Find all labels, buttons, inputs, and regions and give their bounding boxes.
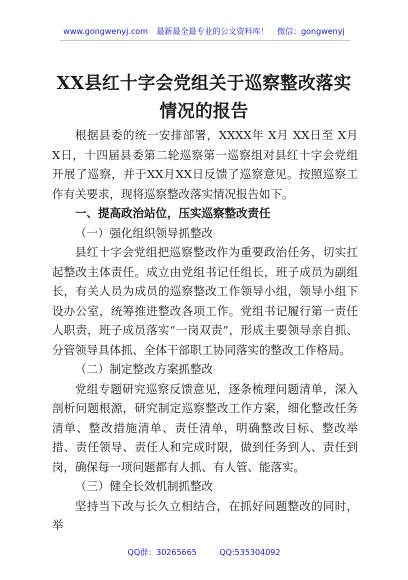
subheading-1: （一）强化组织领导抓整改 <box>75 225 213 240</box>
document-body <box>52 126 358 536</box>
page-footer <box>0 547 408 558</box>
subheading-2: （二）制定整改方案抓整改 <box>75 362 213 376</box>
paragraph-2: 党组专题研究巡察反馈意见，逐条梳理问题清单，深入剖析问题根源，研究制定巡察整改工作方案，细化整改任务清单、整改措施清单、责任清单，明确整改目标、整改举措、责任领导、责任人和完成时限，做到任务到人、责任到岗，确保每一项问题都有人抓、有人管、能落实。 <box>52 381 358 474</box>
document-title: XX县红十字会党组关于巡察整改落实情况的报告 <box>56 74 352 122</box>
header-wechat: 微信：gongwenyj <box>277 27 345 36</box>
paragraph-1: 县红十字会党组把巡察整改作为重要政治任务，切实扛起整改主体责任。成立由党组书记任组长，班子成员为副组长，有关人员为成员的巡察整改工作领导小组，领导小组下设办公室，统筹推进整改各项工作。党组书记履行第一责任人职责，班子成员落实“一岗双责”，形成主要领导亲自抓、分管领导具体抓、全体干部职工协同落实的整改工作格局。 <box>52 245 358 357</box>
header-site-url[interactable]: www.gongwenyj.com <box>63 27 148 36</box>
paragraph-3: 坚持当下改与长久立相结合，在抓好问题整改的同时，举 <box>52 498 358 532</box>
section-heading-1: 一、提高政治站位，压实巡察整改责任 <box>75 206 271 220</box>
paragraph-intro: 根据县委的统一安排部署，XXXX年 X月 XX日至 X月 X日，十四届县委第二轮巡察第一巡察组对县红十字会党组开展了巡察，并于XX月XX日反馈了巡察意见。按照巡察工作有关要求，现将巡察整改落实情况报告如下。 <box>52 128 358 201</box>
footer-qq: QQ:535304092 <box>219 548 281 557</box>
page-header <box>0 26 408 37</box>
header-slogan: 最新最全最专业的公文资料库！ <box>156 27 269 36</box>
footer-qq-group: QQ群：30265665 <box>127 548 197 557</box>
header-divider <box>60 40 350 41</box>
subheading-3: （三）健全长效机制抓整改 <box>75 479 213 493</box>
